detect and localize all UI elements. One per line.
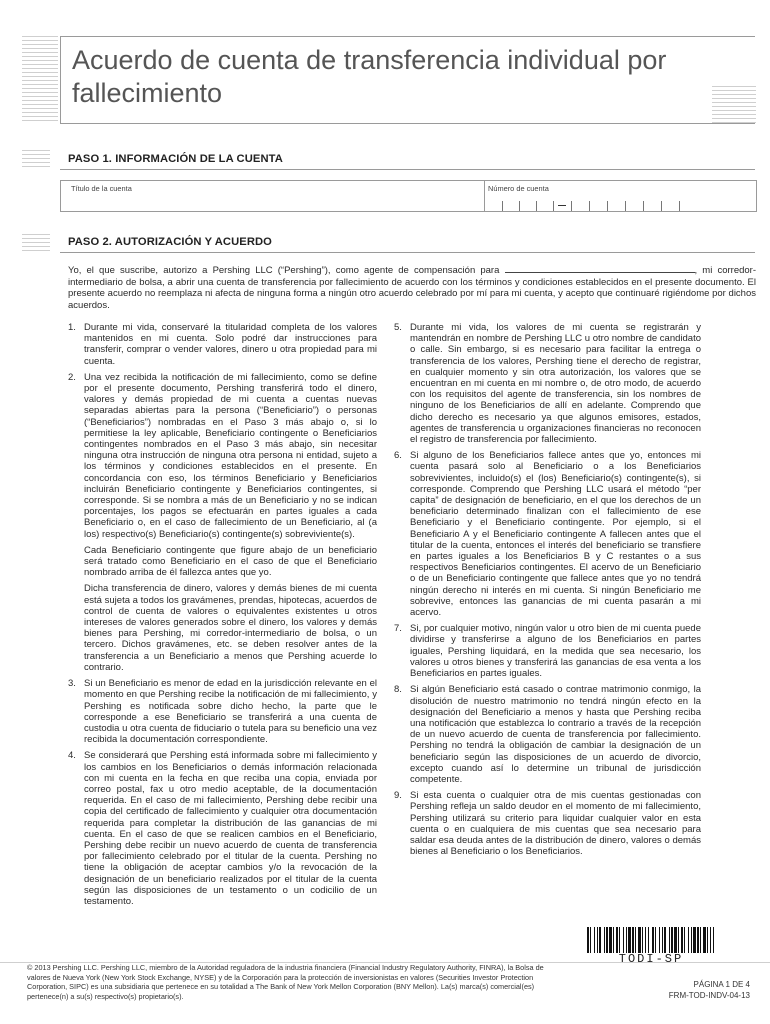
- account-number-label: Número de cuenta: [488, 184, 549, 193]
- barcode-bar: [678, 927, 679, 953]
- barcode-bar: [655, 927, 656, 953]
- barcode-bar: [652, 927, 654, 953]
- term-subparagraph: Cada Beneficiario contingente que figure abajo de un beneficiario será tratado como Beneficiario en el caso de que el Beneficiario nombrado arriba de él fallezca antes que yo.: [84, 544, 377, 579]
- term-item: [394, 322, 701, 445]
- term-item: [68, 750, 377, 907]
- barcode-bar: [707, 927, 708, 953]
- digit-tick: [553, 201, 554, 211]
- account-title-label: Título de la cuenta: [71, 184, 132, 193]
- barcode-bar: [594, 927, 595, 953]
- barcode-label: TODI-SP: [618, 952, 684, 966]
- terms-column-left: [68, 322, 377, 912]
- header-stripes-left: [22, 36, 58, 124]
- barcode-bar: [659, 927, 660, 953]
- term-item: [394, 684, 701, 785]
- digit-tick: [661, 201, 662, 211]
- barcode-bar: [645, 927, 646, 953]
- barcode-bar: [693, 927, 696, 953]
- barcode-bar: [587, 927, 589, 953]
- digit-separator-dash: [558, 205, 566, 206]
- barcode-bar: [604, 927, 605, 953]
- digit-tick: [625, 201, 626, 211]
- term-item: [394, 790, 701, 857]
- intro-text-after: , mi corredor-intermediario de bolsa, a abrir una cuenta de transferencia por fallecimiento de acuerdo con los términos y condiciones establecidos en el presente documento. El presente acuerdo no reemplaza ni afecta de ninguna forma a ningún otro acuerdo celebrado por mí para mi cuenta, y acepto que continuaré rigiéndome por dichos acuerdos.: [68, 265, 756, 311]
- barcode-bar: [606, 927, 608, 953]
- term-number: 1.: [68, 322, 76, 333]
- term-number: 2.: [68, 371, 76, 383]
- step1-stripes: [22, 150, 50, 167]
- term-number: 5.: [394, 322, 402, 333]
- term-text: Si algún Beneficiario está casado o contrae matrimonio conmigo, la disolución de nuestro matrimonio no tendrá ningún efecto en la designación del Beneficiario a menos y hasta que Pershing reciba una notificación que establezca lo contrario a través de la recepción de un nuevo acuerdo de cuenta de transferencia por fallecimiento. Pershing no tendrá la obligación de cambiar la designación de un beneficiario según las disposiciones de un acuerdo de divorcio, excepto cuando así lo determine un tribunal de jurisdicción competente.: [410, 684, 701, 785]
- barcode-bar: [671, 927, 673, 953]
- account-title-field[interactable]: [61, 181, 484, 211]
- footer-copyright: © 2013 Pershing LLC. Pershing LLC, miembro de la Autoridad reguladora de la industria financiera (Financial Industry Regulatory Authority, FINRA), la Bolsa de valores de Nueva York (New York Stock Exchange, NYSE) y de la Corporación para la protección de inversionistas en valores (Securities Investor Protection Corporation, SIPC) es una subsidiaria que pertenece en su totalidad a The Bank of New York Mellon Corporation (BNY Mellon). La(s) marca(s) comercial(es) pertenece(n) a su(s) respectivo(s) propietario(s).: [27, 963, 544, 1001]
- term-text: Durante mi vida, conservaré la titularidad completa de los valores mantenidos en mi cuenta. Solo podré dar instrucciones para transferir, comprar o vender valores, dinero u otra propiedad para mi cuenta.: [84, 322, 377, 367]
- term-text: Una vez recibida la notificación de mi fallecimiento, como se define por el presente documento, Pershing transferirá todo el dinero, valores y demás propiedad de mi cuenta a cuentas nuevas separadas abiertas para la persona (“Beneficiario”) o personas (“Beneficiarios”) nombradas en el Paso 3 más abajo o, si lo permitiese la ley aplicable, Beneficiario contingente o Beneficiarios contingentes nombrados en el Paso 3 más abajo, sin necesitar ninguna otra instrucción de ninguna otra persona ni entidad, sujeto a los términos y condiciones establecidos en el presente. En concordancia con eso, los términos Beneficiario y Beneficiarios incluirán Beneficiario contingente y Beneficiarios contingentes, si corresponde. Si se nombra a más de un Beneficiario y no se indican porcentajes, los pagos se efectuarán en partes iguales a cada Beneficiario o, en el caso de fallecimiento de un Beneficiario, al (a los) respectivo(s) Beneficiario(s) contingente(s) sobreviviente(s).: [84, 371, 377, 540]
- barcode-bar: [669, 927, 670, 953]
- barcode-bar: [703, 927, 706, 953]
- barcode-bar: [590, 927, 591, 953]
- footer-page-info: [669, 980, 750, 1001]
- digit-tick: [502, 201, 503, 211]
- step1-rule: [60, 169, 755, 170]
- term-item: [68, 372, 377, 540]
- barcode-bar: [700, 927, 701, 953]
- term-number: 8.: [394, 684, 402, 696]
- step2-stripes: [22, 234, 50, 251]
- document-title: Acuerdo de cuenta de transferencia individual por fallecimiento: [72, 45, 667, 108]
- form-code: FRM-TOD-INDV-04-13: [668, 990, 750, 1000]
- barcode-bar: [713, 927, 714, 953]
- digit-tick: [519, 201, 520, 211]
- term-text: Si alguno de los Beneficiarios fallece antes que yo, entonces mi cuenta pasará solo al Beneficiario o a los Beneficiarios sobrevivientes, incluido(s) el (los) Beneficiario(s) contingente(s), si corresponde. Comprendo que Pershing LLC usará el método “per capita” de designación de beneficiario, en el que los derechos de un beneficiario determinado finalizan con el fallecimiento de ese Beneficiario y el Beneficiario contingente. Por ejemplo, si el Beneficiario A y el Beneficiario contingente A fallecen antes que el titular de la cuenta, entonces el interés del beneficiario se transfiere en partes iguales a los Beneficiarios B y C restantes o a sus respectivos Beneficiarios contingentes. El acervo de un Beneficiario o de un Beneficiario contingente que fallece antes que yo no tendrá ningún derecho ni interés en mi cuenta. Si ningún Beneficiario me sobrevive, entonces las ganancias de mi cuenta pasarán a mi acervo.: [410, 450, 701, 619]
- broker-dealer-name-blank[interactable]: [505, 265, 695, 273]
- barcode-bar: [688, 927, 689, 953]
- term-item: [394, 450, 701, 618]
- barcode-bar: [616, 927, 618, 953]
- page-number: PÁGINA 1 DE 4: [693, 980, 750, 989]
- term-number: 9.: [394, 790, 402, 802]
- term-text: Durante mi vida, los valores de mi cuenta se registrarán y mantendrán en nombre de Pershing LLC u otro nombre de candidato o calle. Sin embargo, si es necesario para facilitar la entrega o transferencia de los valores, Pershing tiene el derecho de registrar, en cualquier momento y sin otra autorización, los valores que se encuentran en mi cuenta en mi nombre o, de otro modo, de acuerdo con los requisitos del agente de transferencia, sin los nombres de ninguno de los Beneficiarios de allí en adelante. Comprendo que dicho derecho es necesario ya que algunos emisores, estados, agentes de transferencia u organizaciones financieras no reconocen el registro de transferencia por fallecimiento.: [410, 322, 701, 446]
- term-number: 4.: [68, 750, 76, 762]
- term-number: 6.: [394, 450, 402, 462]
- barcode-bar: [697, 927, 699, 953]
- term-subparagraph: Dicha transferencia de dinero, valores y demás bienes de mi cuenta está sujeta a todos los gravámenes, prendas, hipotecas, acuerdos de control de cuenta de valores o equivalentes existentes u otros intereses de valores generados sobre el dinero, los valores y demás bienes para Pershing, mi corredor-intermediario de bolsa, o un tercero. Dichos gravámenes, etc. se deben resolver antes de la transferencia a un Beneficiario a menos que Pershing acuerde lo contrario.: [84, 583, 377, 673]
- barcode-bar: [609, 927, 612, 953]
- digit-tick: [679, 201, 680, 211]
- terms-column-right: [394, 322, 701, 862]
- barcode-bar: [684, 927, 685, 953]
- account-info-fields: [60, 180, 757, 212]
- barcode-bar: [710, 927, 711, 953]
- step2-rule: [60, 252, 755, 253]
- term-number: 3.: [68, 678, 76, 690]
- term-text: Si, por cualquier motivo, ningún valor u otro bien de mi cuenta puede dividirse y transferirse a alguno de los Beneficiarios en partes iguales, Pershing liquidará, en la medida que sea necesario, los valores u otros bienes y transferirá las ganancias de esa venta a los Beneficiarios en partes iguales.: [410, 623, 701, 680]
- account-number-field[interactable]: [485, 181, 756, 211]
- barcode-bar: [681, 927, 683, 953]
- term-item: [394, 623, 701, 679]
- barcode-bar: [635, 927, 636, 953]
- digit-tick: [643, 201, 644, 211]
- term-text: Se considerará que Pershing está informada sobre mi fallecimiento y los cambios en los Beneficiarios o demás información relacionada con mi cuenta en la fecha en que reciba una copia, enviada por correo postal, fax u otro medio aceptable, de la documentación requerida. En el caso de mi fallecimiento, Pershing debe recibir una copia del certificado de fallecimiento y cualquier otra documentación requerida para completar la distribución de las ganancias de mi cuenta. En el caso de que se realicen cambios en el Beneficiario, Pershing debe recibir un nuevo acuerdo de cuenta de transferencia por fallecimiento celebrado por el titular de la cuenta. Pershing no tiene la obligación de aceptar cambios y/o la revocación de la designación de un beneficiario realizados por el titular de la cuenta según las disposiciones de un testamento o un codicilio de un testamento.: [84, 750, 377, 907]
- barcode-bar: [642, 927, 643, 953]
- barcode-bar: [599, 927, 601, 953]
- barcode-bar: [619, 927, 620, 953]
- barcode-bar: [648, 927, 649, 953]
- barcode-bar: [674, 927, 677, 953]
- term-item: [68, 322, 377, 367]
- barcode-bar: [626, 927, 627, 953]
- barcode-bar: [691, 927, 692, 953]
- term-number: 7.: [394, 623, 402, 635]
- term-text: Si esta cuenta o cualquier otra de mis cuentas gestionadas con Pershing refleja un saldo deudor en el momento de mi fallecimiento, Pershing utilizará su criterio para liquidar cualquier valor en esta cuenta o en cualquiera de mis cuentas que sea necesario para saldar esa deuda antes de la distribución de dinero, valores o demás bienes al Beneficiario o los Beneficiarios.: [410, 790, 701, 858]
- barcode-bar: [632, 927, 634, 953]
- barcode-bar: [638, 927, 641, 953]
- barcode-bar: [613, 927, 614, 953]
- digit-tick: [536, 201, 537, 211]
- intro-text-before: Yo, el que suscribe, autorizo a Pershing LLC (“Pershing”), como agente de compensación para: [68, 265, 500, 276]
- form-barcode: [586, 927, 716, 966]
- barcode-graphic: [586, 927, 716, 953]
- step1-heading: PASO 1. INFORMACIÓN DE LA CUENTA: [68, 153, 283, 165]
- term-text: Si un Beneficiario es menor de edad en la jurisdicción relevante en el momento en que Pershing recibe la notificación de mi fallecimiento, y Pershing es notificada sobre dicho hecho, la parte que le corresponde a ese Beneficiario se transferirá a una cuenta de custodia u otra cuenta de fiduciario o tutela para su beneficio una vez recibida la documentación correspondiente.: [84, 678, 377, 746]
- barcode-bar: [664, 927, 666, 953]
- digit-tick: [571, 201, 572, 211]
- authorization-intro: [68, 265, 756, 311]
- term-item: [68, 678, 377, 745]
- barcode-bar: [623, 927, 624, 953]
- digit-tick: [589, 201, 590, 211]
- digit-tick: [607, 201, 608, 211]
- barcode-bar: [662, 927, 663, 953]
- barcode-bar: [597, 927, 598, 953]
- step2-heading: PASO 2. AUTORIZACIÓN Y ACUERDO: [68, 236, 272, 248]
- barcode-bar: [628, 927, 631, 953]
